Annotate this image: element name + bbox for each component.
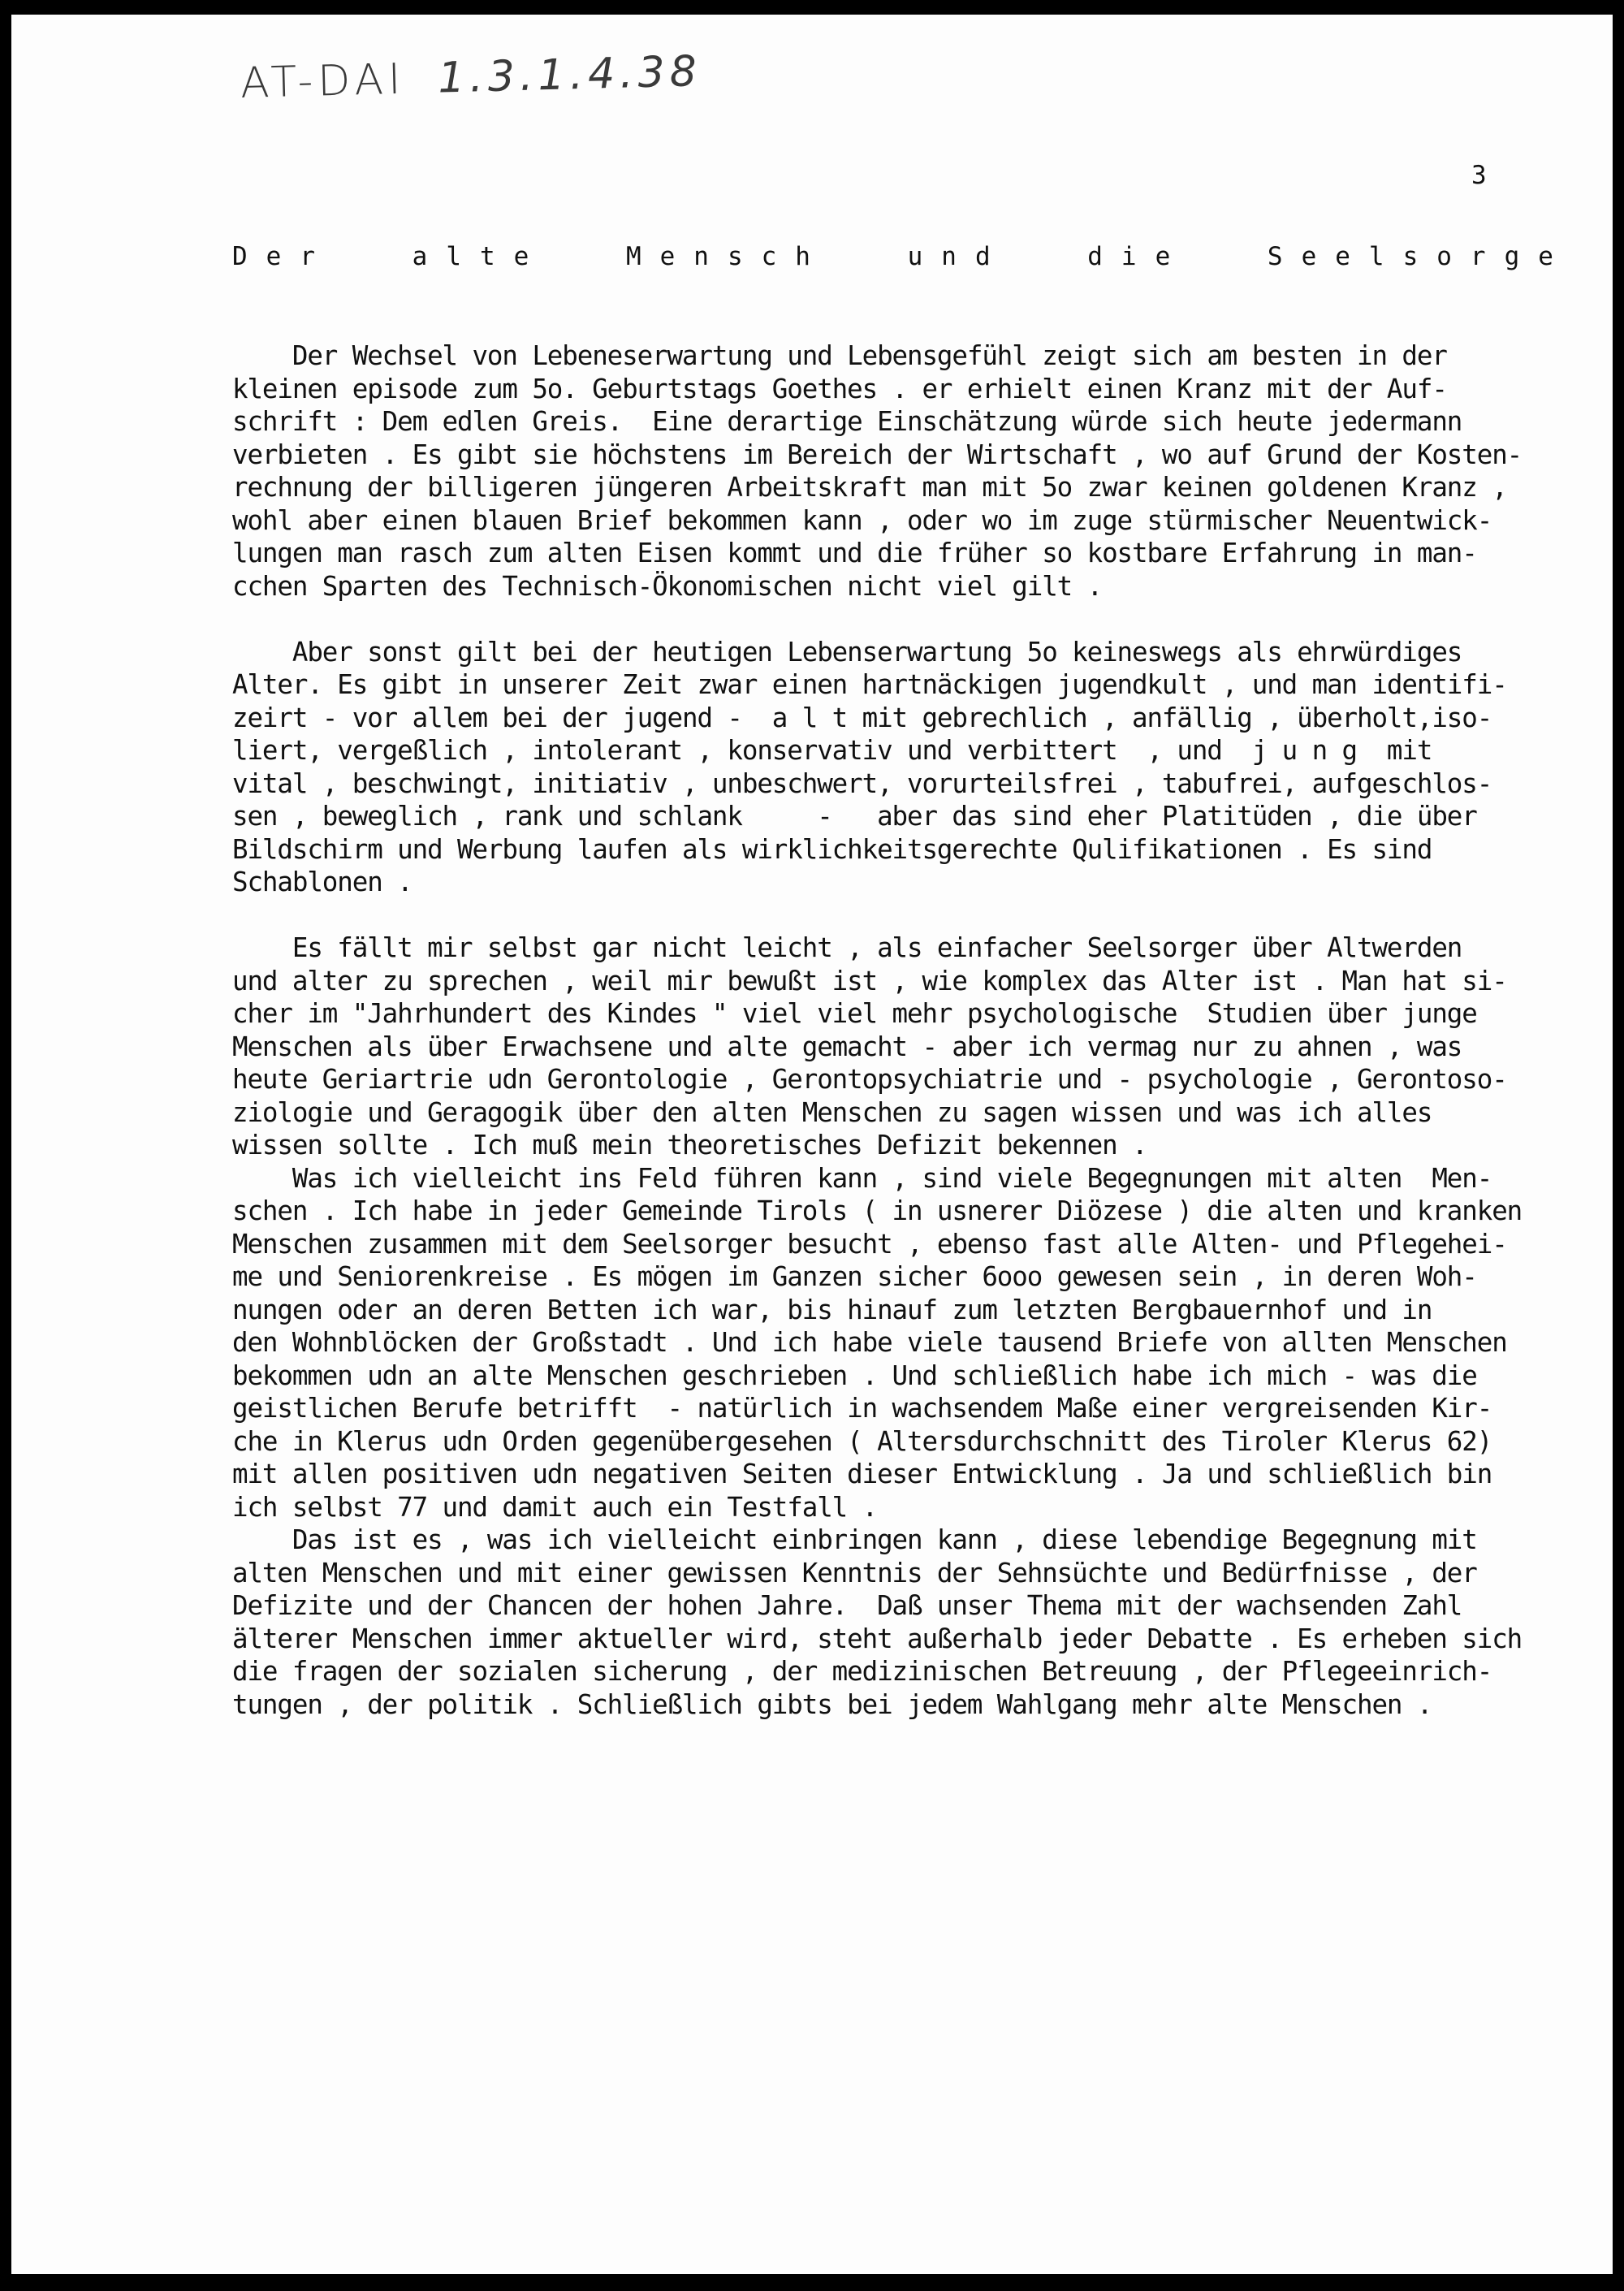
text-line: liert, vergeßlich , intolerant , konservativ und verbittert , und j u n g mit bbox=[232, 735, 1432, 766]
text-line: Bildschirm und Werbung laufen als wirklichkeitsgerechte Qulifikationen . Es sind bbox=[232, 833, 1432, 865]
text-line: sen , beweglich , rank und schlank - aber das sind eher Platitüden , die über bbox=[232, 801, 1477, 832]
text-line: Alter. Es gibt in unserer Zeit zwar einen hartnäckigen jugendkult , und man identifi- bbox=[232, 669, 1507, 700]
text-line: Defizite und der Chancen der hohen Jahre. Daß unser Thema mit der wachsenden Zahl bbox=[232, 1590, 1462, 1621]
text-line: Schablonen . bbox=[232, 867, 412, 897]
paragraph bbox=[232, 636, 1613, 899]
text-line: schrift : Dem edlen Greis. Eine derartige Einschätzung würde sich heute jedermann bbox=[232, 406, 1462, 437]
text-line: Es fällt mir selbst gar nicht leicht , als einfacher Seelsorger über Altwerden bbox=[232, 932, 1462, 963]
text-line: Menschen zusammen mit dem Seelsorger besucht , ebenso fast alle Alten- und Pflegehei- bbox=[232, 1228, 1507, 1260]
text-line: älterer Menschen immer aktueller wird, steht außerhalb jeder Debatte . Es erheben sich bbox=[232, 1623, 1522, 1654]
text-line: Menschen als über Erwachsene und alte gemacht - aber ich vermag nur zu ahnen , was bbox=[232, 1031, 1462, 1062]
text-line: Was ich vielleicht ins Feld führen kann , sind viele Begegnungen mit alten Men- bbox=[232, 1162, 1492, 1194]
text-line: wissen sollte . Ich muß mein theoretisches Defizit bekennen . bbox=[232, 1130, 1147, 1161]
paragraph-gap bbox=[232, 899, 1613, 932]
text-line: nungen oder an deren Betten ich war, bis hinauf zum letzten Bergbauernhof und in bbox=[232, 1294, 1432, 1325]
text-line: rechnung der billigeren jüngeren Arbeitskraft man mit 5o zwar keinen goldenen Kranz , bbox=[232, 472, 1507, 503]
paragraph bbox=[232, 339, 1613, 603]
text-line: ziologie und Geragogik über den alten Menschen zu sagen wissen und was ich alles bbox=[232, 1096, 1432, 1128]
text-line: wohl aber einen blauen Brief bekommen kann , oder wo im zuge stürmischer Neuentwick- bbox=[232, 504, 1492, 536]
text-line: cchen Sparten des Technisch-Ökonomischen nicht viel gilt . bbox=[232, 570, 1103, 602]
archive-id: 1.3.1.4.38 bbox=[437, 47, 702, 103]
text-line: cher im "Jahrhundert des Kindes " viel viel mehr psychologische Studien über junge bbox=[232, 998, 1477, 1029]
text-line: vital , beschwingt, initiativ , unbeschwert, vorurteilsfrei , tabufrei, aufgeschlos- bbox=[232, 767, 1492, 799]
text-line: alten Menschen und mit einer gewissen Kenntnis der Sehnsüchte und Bedürfnisse , der bbox=[232, 1557, 1477, 1589]
text-line: heute Geriartrie udn Gerontologie , Gerontopsychiatrie und - psychologie , Gerontoso- bbox=[232, 1064, 1507, 1095]
page-number: 3 bbox=[1471, 161, 1487, 190]
text-line: zeirt - vor allem bei der jugend - a l t mit gebrechlich , anfällig , überholt,iso- bbox=[232, 702, 1492, 733]
text-line: che in Klerus udn Orden gegenübergesehen ( Altersdurchschnitt des Tiroler Klerus 62) bbox=[232, 1425, 1492, 1457]
text-line: lungen man rasch zum alten Eisen kommt und die früher so kostbare Erfahrung in man- bbox=[232, 538, 1477, 568]
document-body bbox=[232, 339, 1613, 1721]
archive-prefix: AT-DAI bbox=[240, 54, 407, 108]
text-line: verbieten . Es gibt sie höchstens im Bereich der Wirtschaft , wo auf Grund der Kosten- bbox=[232, 439, 1522, 470]
text-line: geistlichen Berufe betrifft - natürlich in wachsendem Maße einer vergreisenden Kir- bbox=[232, 1393, 1492, 1424]
text-line: Der Wechsel von Lebeneserwartung und Lebensgefühl zeigt sich am besten in der bbox=[232, 340, 1447, 371]
text-line: mit allen positiven udn negativen Seiten dieser Entwicklung . Ja und schließlich bin bbox=[232, 1459, 1492, 1489]
text-line: kleinen episode zum 5o. Geburtstags Goethes . er erhielt einen Kranz mit der Auf- bbox=[232, 373, 1447, 404]
paragraph bbox=[232, 932, 1613, 1721]
text-line: Das ist es , was ich vielleicht einbringen kann , diese lebendige Begegnung mit bbox=[232, 1524, 1477, 1555]
text-line: den Wohnblöcken der Großstadt . Und ich habe viele tausend Briefe von allten Menschen bbox=[232, 1327, 1507, 1358]
text-line: me und Seniorenkreise . Es mögen im Ganzen sicher 6ooo gewesen sein , in deren Woh- bbox=[232, 1261, 1477, 1292]
text-line: bekommen udn an alte Menschen geschrieben . Und schließlich habe ich mich - was die bbox=[232, 1359, 1477, 1391]
paragraph-gap bbox=[232, 603, 1613, 636]
text-line: die fragen der sozialen sicherung , der medizinischen Betreuung , der Pflegeeinrich- bbox=[232, 1656, 1492, 1687]
text-line: tungen , der politik . Schließlich gibts bei jedem Wahlgang mehr alte Menschen . bbox=[232, 1688, 1432, 1720]
document-page bbox=[11, 15, 1613, 2274]
page-title: Der alte Mensch und die Seelsorge bbox=[232, 242, 1572, 271]
text-line: Aber sonst gilt bei der heutigen Lebenserwartung 5o keineswegs als ehrwürdiges bbox=[232, 636, 1462, 668]
text-line: und alter zu sprechen , weil mir bewußt ist , wie komplex das Alter ist . Man hat si- bbox=[232, 965, 1507, 996]
text-line: schen . Ich habe in jeder Gemeinde Tirols ( in usnerer Diözese ) die alten und kranken bbox=[232, 1195, 1522, 1226]
handwritten-archive-mark bbox=[240, 47, 702, 108]
text-line: ich selbst 77 und damit auch ein Testfall . bbox=[232, 1491, 878, 1523]
